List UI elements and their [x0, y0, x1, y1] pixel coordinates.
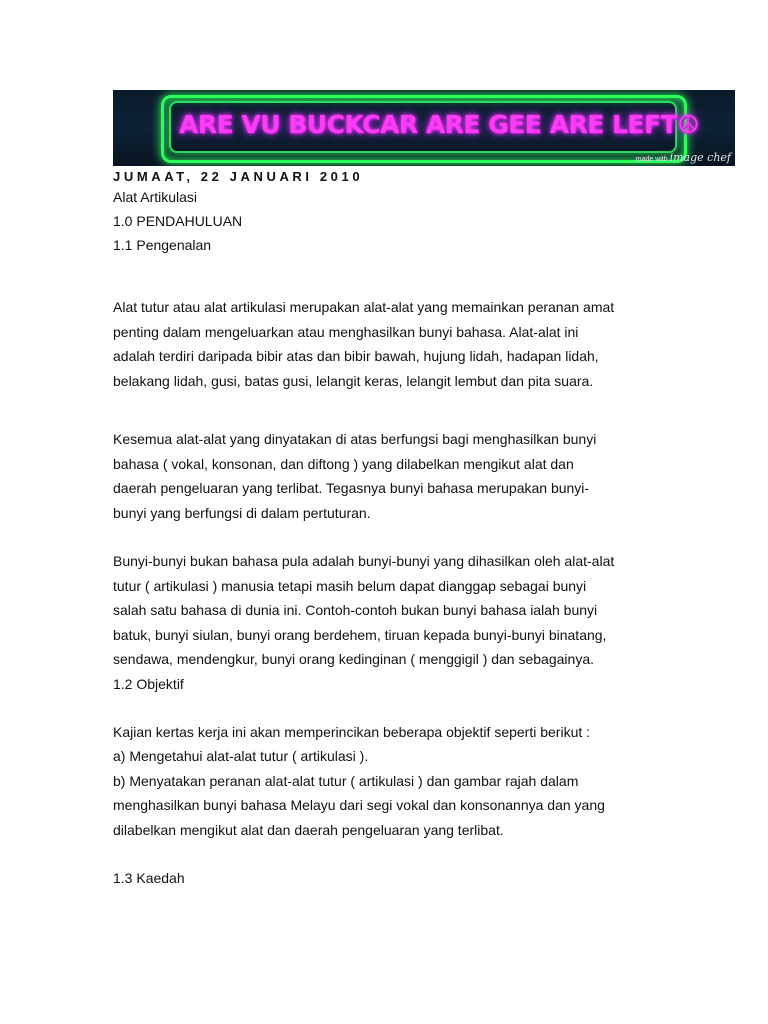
paragraph-line: batuk, bunyi siulan, bunyi orang berdehem, tiruan kepada bunyi-bunyi binatang, [113, 626, 607, 643]
paragraph-functions [113, 427, 735, 525]
paragraph-line: penting dalam mengeluarkan atau menghasilkan bunyi bahasa. Alat-alat ini [113, 323, 579, 340]
paragraph-line: tutur ( artikulasi ) manusia tetapi masih belum dapat dianggap sebagai bunyi [113, 577, 587, 594]
paragraph-line: dilabelkan mengikut alat dan daerah pengeluaran yang terlibat. [113, 821, 504, 838]
section-heading-1-1: 1.1 Pengenalan [113, 237, 212, 253]
paragraph-line: bahasa ( vokal, konsonan, dan diftong ) yang dilabelkan mengikut alat dan [113, 455, 574, 472]
paragraph-line: Bunyi-bunyi bukan bahasa pula adalah bunyi-bunyi yang dihasilkan oleh alat-alat [113, 553, 615, 569]
banner-title-text: ARE VU BUCKCAR ARE GEE ARE LEFT [179, 110, 678, 139]
section-heading-1-2: 1.2 Objektif [113, 675, 184, 692]
blog-banner[interactable] [113, 90, 735, 166]
paragraph-line: adalah terdiri daripada bibir atas dan bibir bawah, hujung lidah, hadapan lidah, [113, 348, 599, 364]
paragraph-line: menghasilkan bunyi bahasa Melayu dari segi vokal dan konsonannya dan yang [113, 797, 605, 813]
section-heading-1-0: 1.0 PENDAHULUAN [113, 213, 243, 229]
paragraph-line: b) Menyatakan peranan alat-alat tutur ( artikulasi ) dan gambar rajah dalam [113, 772, 579, 789]
banner-credit [636, 151, 731, 164]
credit-prefix: made with [635, 156, 668, 163]
peace-icon: ☮ [677, 110, 700, 139]
paragraph-line: Kajian kertas kerja ini akan memperincikan beberapa objektif seperti berikut : [113, 723, 591, 740]
credit-brand: image chef [669, 151, 731, 164]
paragraph-line: belakang lidah, gusi, batas gusi, lelangit keras, lelangit lembut dan pita suara. [113, 372, 594, 389]
document-page [113, 90, 735, 890]
paragraph-line: Kesemua alat-alat yang dinyatakan di atas berfungsi bagi menghasilkan bunyi [113, 431, 597, 447]
post-title: Alat Artikulasi [113, 189, 198, 205]
section-heading-1-3: 1.3 Kaedah [113, 870, 185, 886]
paragraph-line: bunyi yang berfungsi di dalam pertuturan. [113, 504, 371, 521]
paragraph-line: Alat tutur atau alat artikulasi merupakan alat-alat yang memainkan peranan amat [113, 299, 615, 315]
paragraph-non-language-sounds [113, 549, 735, 672]
paragraph-line: daerah pengeluaran yang terlibat. Tegasnya bunyi bahasa merupakan bunyi- [113, 480, 590, 496]
banner-title [179, 110, 700, 139]
paragraph-line: a) Mengetahui alat-alat tutur ( artikulasi ). [113, 748, 369, 764]
post-date: JUMAAT, 22 JANUARI 2010 [113, 169, 364, 184]
paragraph-objectives [113, 720, 735, 843]
paragraph-line: sendawa, mendengkur, bunyi orang kedinginan ( menggigil ) dan sebagainya. [113, 651, 594, 667]
paragraph-line: salah satu bahasa di dunia ini. Contoh-contoh bukan bunyi bahasa ialah bunyi [113, 602, 598, 618]
paragraph-intro [113, 295, 735, 393]
